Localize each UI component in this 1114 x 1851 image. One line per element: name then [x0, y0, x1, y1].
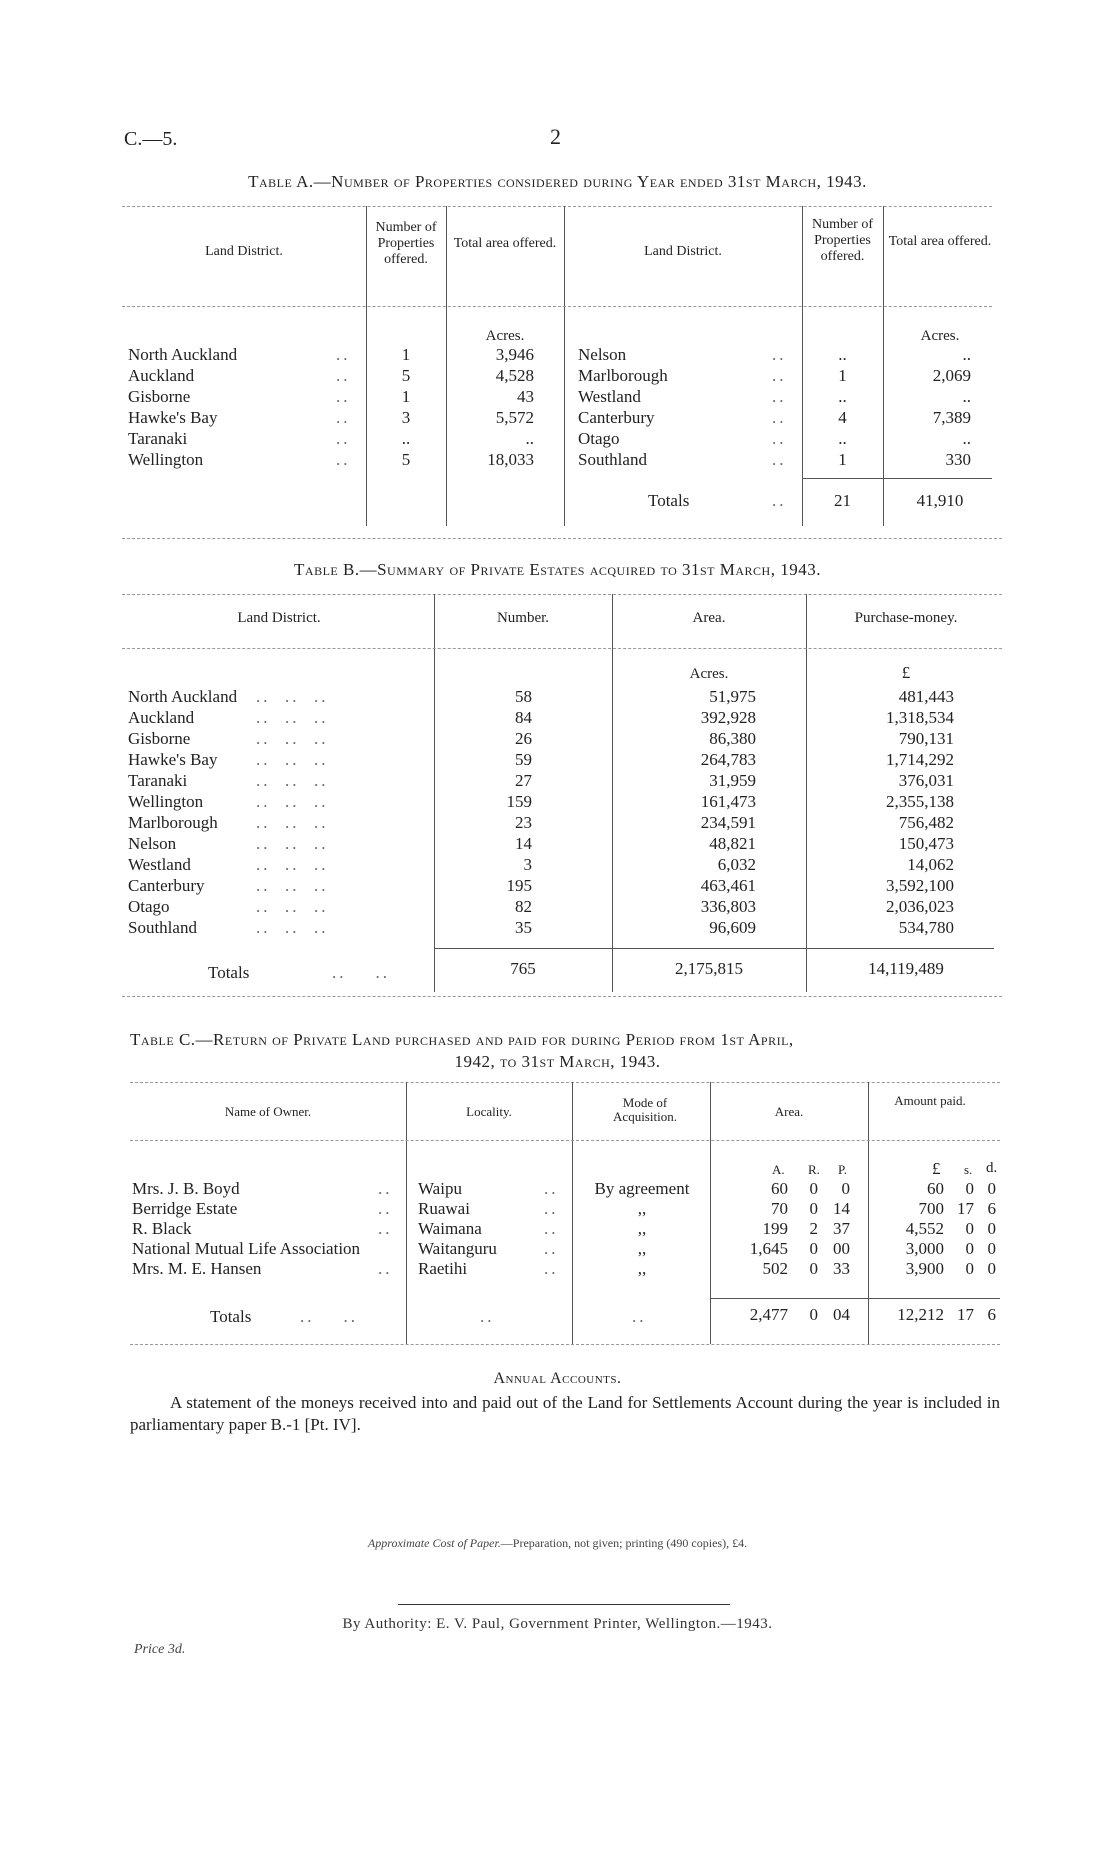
table-c-locality: Waimana [418, 1219, 482, 1238]
table-b-number: 195 [506, 876, 532, 895]
table-a-district-2: Westland [578, 387, 641, 406]
table-a-district-2: Marlborough [578, 366, 668, 385]
table-a-leader-dots: .. [772, 345, 787, 364]
table-a-number: 3 [401, 408, 411, 427]
table-c-area-p: 00 [833, 1239, 850, 1258]
table-c-unit-p: P. [838, 1162, 848, 1177]
table-a-number-2: 1 [838, 366, 847, 385]
table-c-totals-a: 2,477 [749, 1305, 788, 1324]
table-a-leader-dots: .. [772, 450, 787, 469]
table-c-amount-s: 0 [965, 1179, 974, 1198]
table-b-number: 14 [515, 834, 532, 853]
table-c-locality: Waitanguru [418, 1239, 497, 1258]
table-b-district: Nelson [128, 834, 177, 853]
table-b-leader-dots: .. .. .. [256, 708, 329, 727]
table-a-totals-area: 41,910 [916, 491, 964, 510]
table-b-money: 534,780 [898, 918, 954, 937]
table-a-number-2: .. [838, 345, 847, 364]
table-a-number: 1 [401, 345, 411, 364]
table-c-owner: Mrs. M. E. Hansen [132, 1259, 262, 1278]
table-c-leader-dots: .. [544, 1259, 559, 1278]
table-a-district-2: Otago [578, 429, 620, 448]
table-a-header-area: Total area offered. [453, 236, 557, 251]
authority-line: By Authority: E. V. Paul, Government Printer, Wellington.—1943. [342, 1616, 773, 1632]
table-b-leader-dots: .. .. .. [256, 897, 329, 916]
table-a-area-2: 7,389 [932, 408, 971, 427]
table-a-district: Wellington [128, 450, 204, 469]
table-b-district: Taranaki [128, 771, 188, 790]
table-c-area-a: 502 [762, 1259, 788, 1278]
table-a-leader-dots: .. [336, 429, 351, 448]
table-a-district-2: Southland [578, 450, 647, 469]
table-a-unit-acres-2: Acres. [920, 328, 960, 344]
table-a-leader-dots: .. [336, 387, 351, 406]
table-a-area: 43 [517, 387, 534, 406]
table-c-owner: Mrs. J. B. Boyd [132, 1179, 240, 1198]
table-a-header-district-2: Land District. [644, 244, 722, 259]
table-c-leader-dots: .. [378, 1259, 393, 1278]
table-b-area: 264,783 [700, 750, 756, 769]
table-a-district: North Auckland [128, 345, 238, 364]
table-c-amount-s: 17 [957, 1199, 974, 1218]
table-c-amount-d: 0 [987, 1179, 996, 1198]
table-b-header-district: Land District. [237, 610, 321, 626]
table-b-leader-dots: .. .. .. [256, 834, 329, 853]
table-c-header-mode: Mode of Acquisition. [613, 1095, 677, 1124]
table-c-leader-dots: .. [544, 1219, 559, 1238]
table-b-number: 159 [506, 792, 532, 811]
table-a-area-2: 330 [945, 450, 971, 469]
table-b-money: 150,473 [898, 834, 954, 853]
table-b-area: 161,473 [700, 792, 756, 811]
table-a-district: Auckland [128, 366, 195, 385]
table-a-number-2: 1 [838, 450, 847, 469]
table-b-money: 376,031 [898, 771, 954, 790]
table-c-area-r: 0 [809, 1239, 818, 1258]
table-c-header-area: Area. [774, 1104, 804, 1119]
table-c-title-line1: Table C.—Return of Private Land purchased and paid for during Period from 1st April, [130, 1030, 794, 1049]
table-a-area-2: .. [962, 345, 971, 364]
table-c-amount-pounds: 4,552 [905, 1219, 944, 1238]
table-b-header-money: Purchase-money. [854, 610, 958, 626]
table-c-leader-dots: .. [378, 1219, 393, 1238]
table-a-unit-acres: Acres. [485, 328, 525, 344]
table-c-totals-s: 17 [957, 1305, 974, 1324]
table-a-area-2: .. [962, 429, 971, 448]
table-c-locality: Waipu [418, 1179, 462, 1198]
table-c-leader-dots: .. [378, 1199, 393, 1218]
table-c-mode: ,, [637, 1219, 647, 1238]
table-b-district: Gisborne [128, 729, 191, 748]
table-a-header-number: Number of Properties offered. [375, 220, 437, 267]
table-c-amount-d: 0 [987, 1239, 996, 1258]
table-b-area: 234,591 [700, 813, 756, 832]
table-b-totals-money: 14,119,489 [868, 959, 944, 978]
table-c-header-owner: Name of Owner. [224, 1104, 312, 1119]
table-c-area-r: 2 [809, 1219, 818, 1238]
table-c-area-r: 0 [809, 1259, 818, 1278]
price-note: Price 3d. [134, 1642, 186, 1657]
table-c-amount-s: 0 [965, 1259, 974, 1278]
table-a-leader-dots: .. [772, 366, 787, 385]
table-a-area-2: 2,069 [932, 366, 971, 385]
table-c-unit-s: s. [964, 1162, 973, 1177]
table-b-area: 48,821 [709, 834, 756, 853]
table-b-number: 26 [515, 729, 532, 748]
table-a-number: 1 [401, 387, 411, 406]
table-b-unit-pound: £ [901, 663, 911, 682]
table-c-amount-d: 6 [987, 1199, 996, 1218]
table-a-number: 5 [401, 450, 411, 469]
table-a-area: 18,033 [487, 450, 534, 469]
table-c-totals-dots: .. .. [300, 1307, 358, 1326]
table-c-amount-pounds: 3,900 [905, 1259, 944, 1278]
table-b-area: 86,380 [709, 729, 756, 748]
table-c-amount-pounds: 700 [918, 1199, 944, 1218]
table-b-district: Wellington [128, 792, 204, 811]
table-c-totals-mode: .. [632, 1307, 647, 1326]
table-c-area-a: 70 [771, 1199, 788, 1218]
table-a-area: .. [525, 429, 534, 448]
table-b-district: Marlborough [128, 813, 218, 832]
cost-text: —Preparation, not given; printing (490 copies), £4. [500, 1536, 748, 1550]
table-b-money: 1,318,534 [886, 708, 954, 727]
table-b-number: 84 [515, 708, 532, 727]
table-c-mode: ,, [637, 1239, 647, 1258]
table-c-unit-d: d. [986, 1160, 998, 1176]
table-c-owner: National Mutual Life Association [132, 1239, 361, 1258]
table-b-number: 59 [515, 750, 532, 769]
table-b-title: Table B.—Summary of Private Estates acquired to 31st March, 1943. [294, 560, 821, 579]
table-b-money: 1,714,292 [886, 750, 954, 769]
table-c-totals-r: 0 [809, 1305, 818, 1324]
table-b-header-number: Number. [496, 610, 550, 626]
table-b-totals-dots: .. .. [332, 963, 390, 982]
table-c-totals-d: 6 [987, 1305, 996, 1324]
table-b-district: Auckland [128, 708, 195, 727]
accounts-heading: Annual Accounts. [493, 1370, 622, 1387]
table-b-district: Southland [128, 918, 197, 937]
table-a-totals-number: 21 [834, 491, 851, 510]
table-c-area-a: 60 [771, 1179, 788, 1198]
table-a-area: 3,946 [495, 345, 534, 364]
table-c-area-a: 1,645 [749, 1239, 788, 1258]
table-a-title: Table A.—Number of Properties considered during Year ended 31st March, 1943. [248, 172, 867, 191]
table-c-header-locality: Locality. [466, 1104, 512, 1119]
table-a-header-area-2: Total area offered. [888, 234, 992, 249]
table-c-totals-p: 04 [833, 1305, 850, 1324]
table-b-header-area: Area. [692, 610, 726, 626]
table-b-money: 2,036,023 [886, 897, 954, 916]
table-a-header-district: Land District. [205, 244, 283, 259]
table-b-area: 6,032 [717, 855, 756, 874]
table-c-amount-d: 0 [987, 1259, 996, 1278]
table-b-totals-number: 765 [510, 959, 536, 978]
table-b-area: 96,609 [709, 918, 756, 937]
table-c-area-p: 37 [833, 1219, 850, 1238]
table-b-money: 2,355,138 [886, 792, 954, 811]
table-a-leader-dots: .. [336, 450, 351, 469]
cost-label: Approximate Cost of Paper. [367, 1536, 501, 1550]
table-c-leader-dots: .. [544, 1179, 559, 1198]
table-b-leader-dots: .. .. .. [256, 855, 329, 874]
table-c-amount-pounds: 60 [927, 1179, 944, 1198]
table-b-area: 336,803 [700, 897, 756, 916]
page-number: 2 [550, 124, 561, 149]
table-a-totals-label: Totals [648, 491, 690, 510]
table-b-unit-acres: Acres. [689, 666, 729, 682]
table-a-leader-dots: .. [772, 429, 787, 448]
table-b-district: Otago [128, 897, 170, 916]
table-b-totals-label: Totals [208, 963, 250, 982]
table-b-district: North Auckland [128, 687, 238, 706]
table-b-leader-dots: .. .. .. [256, 813, 329, 832]
table-b-leader-dots: .. .. .. [256, 771, 329, 790]
table-c-leader-dots: .. [544, 1239, 559, 1258]
table-b-area: 463,461 [700, 876, 756, 895]
table-b-number: 3 [523, 855, 532, 874]
table-c-mode: ,, [637, 1259, 647, 1278]
table-c-locality: Raetihi [418, 1259, 468, 1278]
table-b-district: Westland [128, 855, 191, 874]
table-c-totals-pounds: 12,212 [897, 1305, 944, 1324]
table-b-leader-dots: .. .. .. [256, 729, 329, 748]
table-a-area-2: .. [962, 387, 971, 406]
table-b-number: 23 [515, 813, 532, 832]
table-c-owner: R. Black [132, 1219, 192, 1238]
table-c-owner: Berridge Estate [132, 1199, 238, 1218]
table-a-number-2: .. [838, 387, 847, 406]
table-c-amount-d: 0 [987, 1219, 996, 1238]
table-b-leader-dots: .. .. .. [256, 750, 329, 769]
table-a-leader-dots: .. [336, 345, 351, 364]
page-ref: C.—5. [124, 128, 178, 150]
table-a-area: 5,572 [495, 408, 534, 427]
table-a-number-2: .. [838, 429, 847, 448]
table-b-money: 790,131 [898, 729, 954, 748]
table-a-district: Hawke's Bay [128, 408, 218, 427]
accounts-text: A statement of the moneys received into and paid out of the Land for Settlements Account during the year is included in parliamentary paper B.-1 [Pt. IV]. [130, 1393, 1000, 1434]
table-a-header-number-2: Number of Properties offered. [811, 217, 874, 264]
table-a-district-2: Nelson [578, 345, 627, 364]
table-a-leader-dots: .. [336, 408, 351, 427]
table-c-mode: By agreement [594, 1179, 690, 1198]
table-c-locality: Ruawai [418, 1199, 470, 1218]
table-b-leader-dots: .. .. .. [256, 918, 329, 937]
table-a-area: 4,528 [495, 366, 534, 385]
table-c-area-a: 199 [762, 1219, 788, 1238]
table-c-totals-label: Totals [210, 1307, 252, 1326]
table-c-title-line2: 1942, to 31st March, 1943. [454, 1052, 661, 1071]
table-c-unit-r: R. [808, 1162, 820, 1177]
table-c-area-p: 0 [841, 1179, 850, 1198]
table-a-leader-dots: .. [772, 387, 787, 406]
table-c-mode: ,, [637, 1199, 647, 1218]
table-b-leader-dots: .. .. .. [256, 687, 329, 706]
table-c-header-amount: Amount paid. [894, 1093, 966, 1108]
table-c-unit-a: A. [772, 1162, 785, 1177]
table-b-number: 58 [515, 687, 532, 706]
table-a-district-2: Canterbury [578, 408, 655, 427]
table-c-unit-pound: £ [932, 1159, 941, 1178]
table-b-money: 14,062 [907, 855, 954, 874]
table-b-area: 31,959 [709, 771, 756, 790]
table-c-area-r: 0 [809, 1179, 818, 1198]
table-c-leader-dots: .. [544, 1199, 559, 1218]
table-b-number: 35 [515, 918, 532, 937]
table-c-amount-pounds: 3,000 [905, 1239, 944, 1258]
table-a-district: Taranaki [128, 429, 188, 448]
table-a-number: .. [401, 429, 411, 448]
table-c-area-r: 0 [809, 1199, 818, 1218]
table-b-money: 3,592,100 [886, 876, 954, 895]
table-b-area: 51,975 [709, 687, 756, 706]
table-b-totals-area: 2,175,815 [675, 959, 743, 978]
table-b-district: Hawke's Bay [128, 750, 218, 769]
table-a-district: Gisborne [128, 387, 191, 406]
table-b-district: Canterbury [128, 876, 205, 895]
table-b-number: 27 [515, 771, 532, 790]
table-b-leader-dots: .. .. .. [256, 792, 329, 811]
cost-note [100, 1536, 1015, 1551]
table-c-totals-locality: .. [480, 1307, 495, 1326]
table-a-leader-dots: .. [336, 366, 351, 385]
table-b-number: 82 [515, 897, 532, 916]
table-a-totals-dots: .. [772, 491, 787, 510]
table-b-leader-dots: .. .. .. [256, 876, 329, 895]
table-a-number: 5 [401, 366, 411, 385]
table-a-number-2: 4 [838, 408, 847, 427]
table-c-area-p: 33 [833, 1259, 850, 1278]
table-b-money: 756,482 [898, 813, 954, 832]
table-b-money: 481,443 [898, 687, 954, 706]
table-c-area-p: 14 [833, 1199, 850, 1218]
table-b-area: 392,928 [700, 708, 756, 727]
table-c-amount-s: 0 [965, 1219, 974, 1238]
table-a-leader-dots: .. [772, 408, 787, 427]
table-c-leader-dots: .. [378, 1179, 393, 1198]
table-c-amount-s: 0 [965, 1239, 974, 1258]
